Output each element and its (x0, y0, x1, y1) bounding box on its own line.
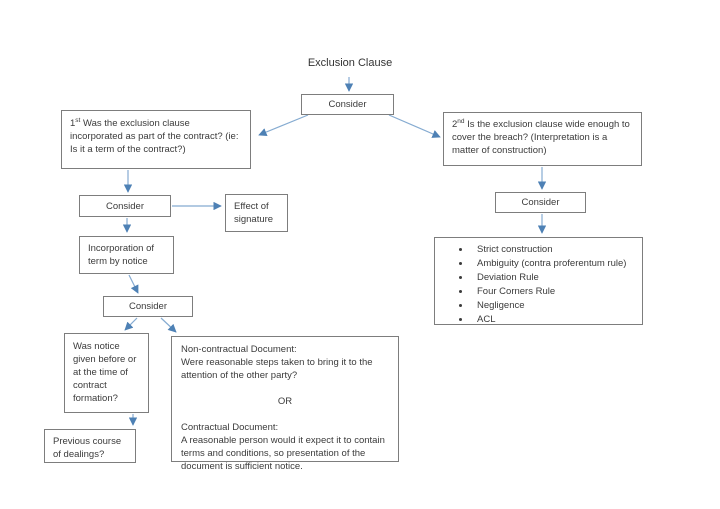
previous-course-label: Previous course of dealings? (53, 436, 122, 460)
node-was-notice-given (64, 333, 149, 413)
rule-item: • Deviation Rule (471, 271, 642, 285)
arrow-consider-top-to-q1 (259, 115, 308, 135)
question-1-text: Was the exclusion clause incorporated as part of the contract? (ie: Is it a term of the contract?) (70, 118, 239, 155)
node-consider-notice (103, 296, 193, 317)
incorporation-label: Incorporation of term by notice (88, 243, 155, 267)
or-label: OR (277, 396, 293, 407)
consider-notice-label: Consider (128, 301, 168, 312)
node-question-1 (61, 110, 251, 169)
node-previous-course (44, 429, 136, 463)
contractual-body: A reasonable person would it expect it to contain terms and conditions, so presentation of the document is sufficient notice. (181, 435, 385, 472)
node-consider-top (301, 94, 394, 115)
was-notice-given-label: Was notice given before or at the time of contract formation? (73, 341, 137, 404)
rule-item: • Ambiguity (contra proferentum rule) (471, 257, 642, 271)
question-2-text: Is the exclusion clause wide enough to cover the breach? (Interpretation is a matter of construction) (452, 119, 630, 156)
question-2-number: 2 (452, 119, 458, 130)
rule-item: • Negligence (471, 299, 642, 313)
node-consider-right (495, 192, 586, 213)
effect-of-signature-label: Effect of signature (234, 201, 274, 225)
node-effect-of-signature (225, 194, 288, 232)
consider-top-label: Consider (328, 99, 367, 110)
consider-right-label: Consider (521, 197, 560, 208)
non-contractual-body: Were reasonable steps taken to bring it to the attention of the other party? (181, 357, 373, 381)
node-documents (171, 336, 399, 472)
node-incorporation-by-notice (79, 236, 174, 274)
arrow-consider-top-to-q2 (389, 115, 440, 137)
arrow-consider-notice-to-documents (161, 318, 176, 332)
contractual-heading: Contractual Document: (181, 422, 279, 433)
question-1-ordinal: st (75, 116, 81, 124)
arrow-incorporation-to-consider-notice (129, 275, 138, 293)
node-question-2 (443, 112, 642, 166)
arrow-consider-notice-to-was-notice (125, 318, 137, 330)
question-2-ordinal: nd (457, 117, 465, 125)
node-construction-rules (434, 237, 643, 325)
page-title: Exclusion Clause (307, 57, 393, 69)
consider-left-label: Consider (105, 200, 145, 212)
node-consider-left (79, 195, 171, 217)
question-1-number: 1 (70, 118, 76, 129)
construction-rules-list (435, 243, 642, 327)
rule-item: • ACL (471, 313, 642, 327)
non-contractual-heading: Non-contractual Document: (181, 344, 297, 355)
rule-item: • Four Corners Rule (471, 285, 642, 299)
rule-item: • Strict construction (471, 243, 642, 257)
